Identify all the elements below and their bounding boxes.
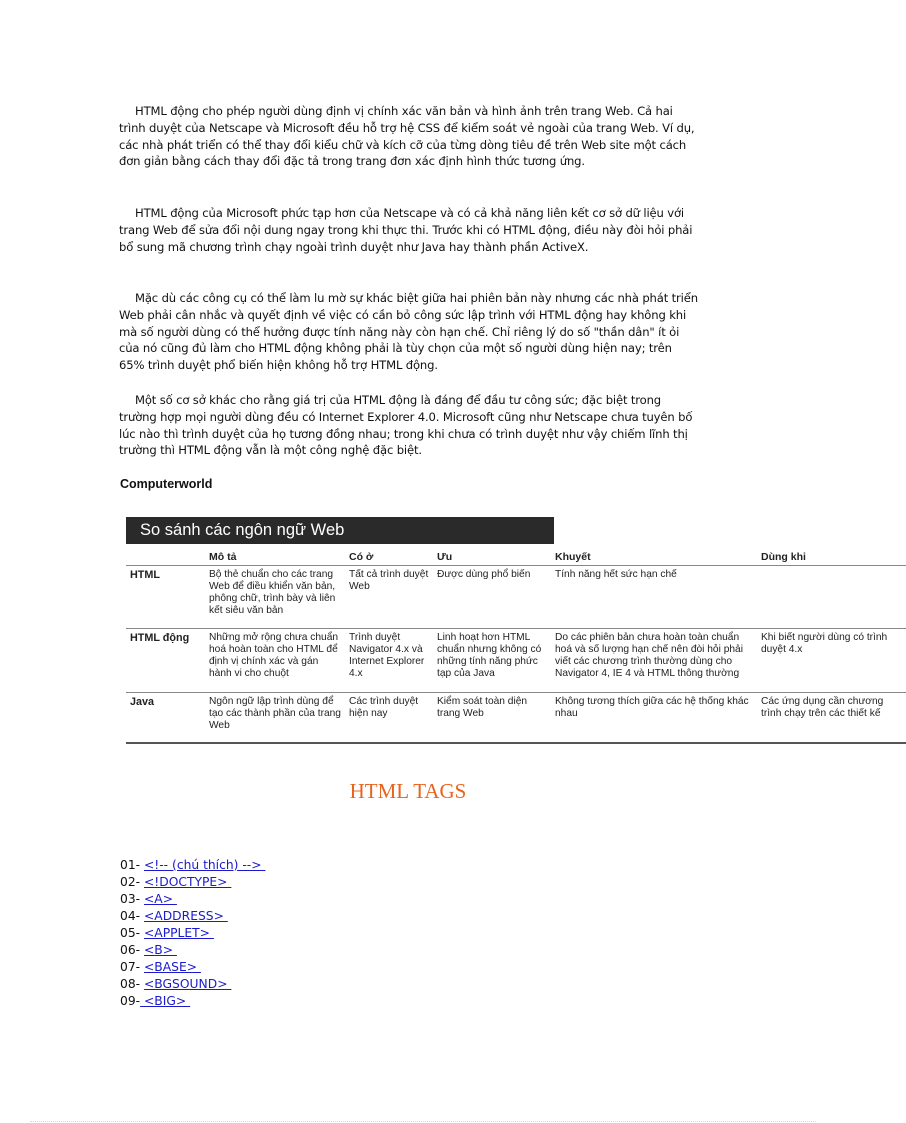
item-number: 06- bbox=[120, 943, 144, 957]
column-header: Ưu bbox=[433, 544, 551, 566]
paragraph-1 bbox=[119, 103, 699, 170]
comparison-table bbox=[126, 544, 888, 746]
table-cell: Kiểm soát toàn diện trang Web bbox=[433, 693, 551, 743]
row-header: HTML động bbox=[126, 629, 205, 693]
table-cell: Được dùng phổ biến bbox=[433, 566, 551, 629]
table-cell: Tính năng hết sức hạn chế bbox=[551, 566, 757, 629]
column-header: Có ở bbox=[345, 544, 433, 566]
tag-list bbox=[120, 857, 265, 1010]
list-item bbox=[120, 993, 265, 1010]
tag-link[interactable]: <ADDRESS> bbox=[144, 909, 228, 923]
list-item bbox=[120, 976, 265, 993]
list-item bbox=[120, 925, 265, 942]
list-item bbox=[120, 857, 265, 874]
table-cell: Trình duyệt Navigator 4.x và Internet Explorer 4.x bbox=[345, 629, 433, 693]
item-number: 05- bbox=[120, 926, 144, 940]
paragraph-text: HTML động cho phép người dùng định vị chính xác văn bản và hình ảnh trên trang Web. Cả hai trình duyệt của Netscape và Microsoft đều hỗ trợ hệ CSS để kiểm soát vẻ ngoài của trang Web. Ví dụ, các nhà phát triển có thể thay đổi kiểu chữ và kích cỡ của từng dòng tiêu đề trên Web site một cách đơn giản bằng cách thay đổi đặc tả trong trang đơn xác định hình thức tương ứng. bbox=[119, 104, 695, 169]
table-cell: Khi biết người dùng có trình duyệt 4.x bbox=[757, 629, 906, 693]
row-header: Java bbox=[126, 693, 205, 743]
source-label: Computerworld bbox=[120, 477, 213, 491]
table-header-row bbox=[126, 544, 906, 566]
table-cell: Ngôn ngữ lập trình dùng để tạo các thành phần của trang Web bbox=[205, 693, 345, 743]
tag-link[interactable]: <B> bbox=[144, 943, 177, 957]
tag-link[interactable]: <BASE> bbox=[144, 960, 201, 974]
table-cell bbox=[757, 566, 906, 629]
tag-link[interactable]: <BGSOUND> bbox=[144, 977, 232, 991]
list-item bbox=[120, 942, 265, 959]
tag-link[interactable]: <A> bbox=[144, 892, 177, 906]
paragraph-text: Mặc dù các công cụ có thể làm lu mờ sự khác biệt giữa hai phiên bản này nhưng các nhà phát triển Web phải cân nhắc và quyết định về việc có cần bỏ công sức lập trình với HTML động hay không khi mà số người dùng có thể hưởng được tính năng này còn hạn chế. Chỉ riêng lý do số "thần dân" ít ỏi của nó cũng đủ làm cho HTML động không phải là tùy chọn của một số người dùng hiện nay; trên 65% trình duyệt phổ biến hiện không hỗ trợ HTML động. bbox=[119, 291, 698, 373]
tag-link[interactable]: <APPLET> bbox=[144, 926, 214, 940]
table-cell: Bộ thẻ chuẩn cho các trang Web để điều khiển văn bản, phông chữ, trình bày và liên kết siêu văn bản bbox=[205, 566, 345, 629]
page-bottom-divider bbox=[30, 1121, 816, 1122]
tag-link[interactable]: <BIG> bbox=[140, 994, 191, 1008]
column-header: Dùng khi bbox=[757, 544, 906, 566]
paragraph-text: HTML động của Microsoft phức tạp hơn của Netscape và có cả khả năng liên kết cơ sở dữ liệu với trang Web để sửa đổi nội dung ngay trong khi thực thi. Trước khi có HTML động, điều này đòi hỏi phải bổ sung mã chương trình chạy ngoài trình duyệt như Java hay thành phần ActiveX. bbox=[119, 206, 693, 254]
column-header: Mô tả bbox=[205, 544, 345, 566]
column-header: Khuyết bbox=[551, 544, 757, 566]
table-cell: Do các phiên bản chưa hoàn toàn chuẩn hoá và số lượng hạn chế nên đòi hỏi phải viết các chương trình thường dùng cho Navigator 4, IE 4 và HTML thông thường bbox=[551, 629, 757, 693]
list-item bbox=[120, 891, 265, 908]
row-header: HTML bbox=[126, 566, 205, 629]
list-item bbox=[120, 874, 265, 891]
item-number: 08- bbox=[120, 977, 144, 991]
section-heading: HTML TAGS bbox=[349, 779, 467, 803]
table-row bbox=[126, 693, 906, 743]
table-row bbox=[126, 629, 906, 693]
tag-link[interactable]: <!-- (chú thích) --> bbox=[144, 858, 266, 872]
table-cell: Những mở rộng chưa chuẩn hoá hoàn toàn cho HTML để định vị chính xác và gán hành vi cho chuột bbox=[205, 629, 345, 693]
item-number: 07- bbox=[120, 960, 144, 974]
item-number: 01- bbox=[120, 858, 144, 872]
item-number: 09- bbox=[120, 994, 141, 1008]
table-cell: Linh hoạt hơn HTML chuẩn nhưng không có những tính năng phức tạp của Java bbox=[433, 629, 551, 693]
table-row bbox=[126, 566, 906, 629]
item-number: 04- bbox=[120, 909, 144, 923]
paragraph-4 bbox=[119, 392, 699, 459]
table-cell: Không tương thích giữa các hệ thống khác nhau bbox=[551, 693, 757, 743]
list-item bbox=[120, 908, 265, 925]
table-cell: Tất cả trình duyệt Web bbox=[345, 566, 433, 629]
tag-link[interactable]: <!DOCTYPE> bbox=[144, 875, 232, 889]
item-number: 03- bbox=[120, 892, 144, 906]
table-title: So sánh các ngôn ngữ Web bbox=[126, 517, 554, 544]
table-cell: Các ứng dụng cần chương trình chạy trên các thiết kế bbox=[757, 693, 906, 743]
paragraph-2 bbox=[119, 205, 699, 255]
column-header bbox=[126, 544, 205, 566]
comparison-table-grid bbox=[126, 544, 906, 744]
paragraph-text: Một số cơ sở khác cho rằng giá trị của HTML động là đáng để đầu tư công sức; đặc biệt trong trường hợp mọi người dùng đều có Internet Explorer 4.0. Microsoft cũng như Netscape chưa tuyên bố lúc nào thì trình duyệt của họ tương đồng nhau; trong khi chưa có trình duyệt như vậy chiếm lĩnh thị trường thì HTML động vẫn là một công nghệ đặc biệt. bbox=[119, 393, 693, 458]
table-cell: Các trình duyệt hiện nay bbox=[345, 693, 433, 743]
list-item bbox=[120, 959, 265, 976]
paragraph-3 bbox=[119, 290, 699, 374]
item-number: 02- bbox=[120, 875, 144, 889]
